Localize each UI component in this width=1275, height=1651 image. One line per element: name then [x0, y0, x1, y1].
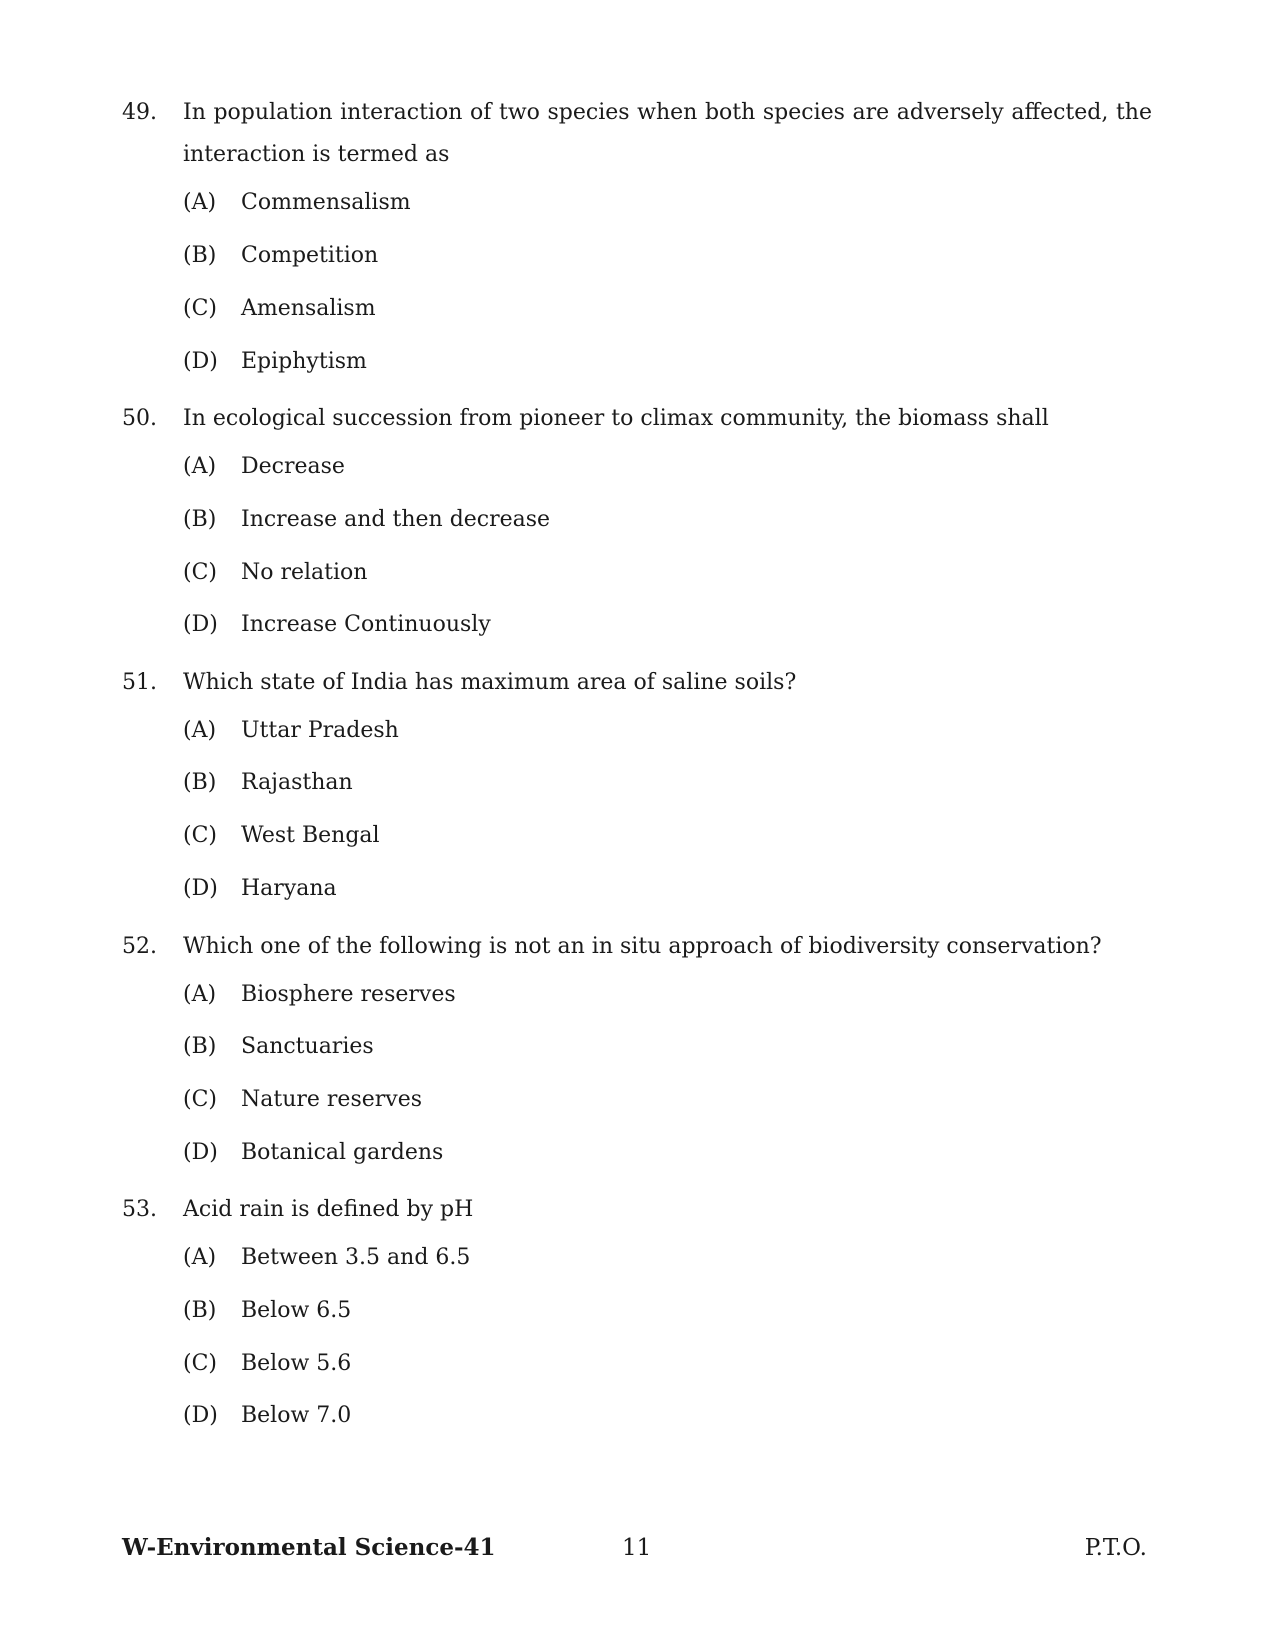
question-number: 50.: [122, 406, 157, 431]
option-text: Biosphere reserves: [241, 982, 456, 1007]
option-49-b: [183, 240, 378, 272]
question-49: [122, 92, 1152, 176]
question-number: 52.: [122, 934, 157, 959]
option-53-b: [183, 1295, 351, 1327]
option-text: Below 5.6: [241, 1351, 352, 1376]
option-text: Amensalism: [241, 296, 376, 321]
option-text: Sanctuaries: [241, 1034, 374, 1059]
question-text: Which state of India has maximum area of saline soils?: [183, 670, 797, 695]
option-50-c: [183, 557, 367, 589]
question-text: Acid rain is defined by pH: [183, 1197, 474, 1222]
question-number: 53.: [122, 1197, 157, 1222]
option-text: Epiphytism: [241, 349, 367, 374]
paper-code: W-Environmental Science-41: [122, 1534, 496, 1561]
option-text: Increase Continuously: [241, 612, 491, 637]
question-text: Which one of the following is not an in situ approach of biodiversity conservation?: [183, 934, 1102, 959]
option-52-d: [183, 1137, 443, 1169]
option-text: Below 7.0: [241, 1403, 352, 1428]
option-53-d: [183, 1400, 351, 1432]
option-text: Botanical gardens: [241, 1140, 444, 1165]
option-label: (D): [183, 1403, 218, 1428]
option-49-c: [183, 293, 376, 325]
option-label: (D): [183, 876, 218, 901]
page-number: 11: [622, 1535, 652, 1561]
option-51-b: [183, 767, 353, 799]
option-53-c: [183, 1348, 351, 1380]
option-text: West Bengal: [241, 823, 380, 848]
option-label: (D): [183, 612, 218, 637]
option-label: (A): [183, 982, 217, 1007]
option-label: (B): [183, 243, 217, 268]
option-label: (B): [183, 770, 217, 795]
option-label: (C): [183, 1087, 217, 1112]
option-label: (A): [183, 454, 217, 479]
option-51-a: [183, 715, 399, 747]
question-number: 51.: [122, 670, 157, 695]
question-51: [122, 662, 1152, 704]
option-label: (A): [183, 718, 217, 743]
option-text: Uttar Pradesh: [241, 718, 399, 743]
question-53: [122, 1189, 1152, 1231]
option-label: (A): [183, 1245, 217, 1270]
option-49-a: [183, 187, 411, 219]
question-text: In ecological succession from pioneer to climax community, the biomass shall: [183, 406, 1049, 431]
option-label: (C): [183, 296, 217, 321]
question-text: In population interaction of two species when both species are adversely affected, the interaction is termed as: [183, 100, 1152, 167]
option-text: Commensalism: [241, 190, 411, 215]
option-text: Decrease: [241, 454, 345, 479]
option-label: (D): [183, 349, 218, 374]
option-text: Nature reserves: [241, 1087, 423, 1112]
option-label: (D): [183, 1140, 218, 1165]
option-50-b: [183, 504, 550, 536]
option-label: (C): [183, 1351, 217, 1376]
option-52-c: [183, 1084, 422, 1116]
option-52-b: [183, 1031, 374, 1063]
please-turn-over: P.T.O.: [1084, 1535, 1147, 1561]
option-text: Rajasthan: [241, 770, 353, 795]
option-label: (B): [183, 1298, 217, 1323]
option-text: Below 6.5: [241, 1298, 352, 1323]
option-label: (C): [183, 823, 217, 848]
option-51-d: [183, 873, 337, 905]
option-53-a: [183, 1242, 470, 1274]
option-text: Between 3.5 and 6.5: [241, 1245, 471, 1270]
option-50-d: [183, 609, 491, 641]
question-number: 49.: [122, 100, 157, 125]
option-label: (C): [183, 560, 217, 585]
option-text: Competition: [241, 243, 379, 268]
option-49-d: [183, 346, 367, 378]
option-label: (A): [183, 190, 217, 215]
option-text: Increase and then decrease: [241, 507, 551, 532]
option-label: (B): [183, 507, 217, 532]
question-50: [122, 398, 1152, 440]
option-51-c: [183, 820, 380, 852]
option-label: (B): [183, 1034, 217, 1059]
option-52-a: [183, 979, 456, 1011]
option-50-a: [183, 451, 345, 483]
option-text: No relation: [241, 560, 368, 585]
option-text: Haryana: [241, 876, 337, 901]
question-52: [122, 926, 1152, 968]
